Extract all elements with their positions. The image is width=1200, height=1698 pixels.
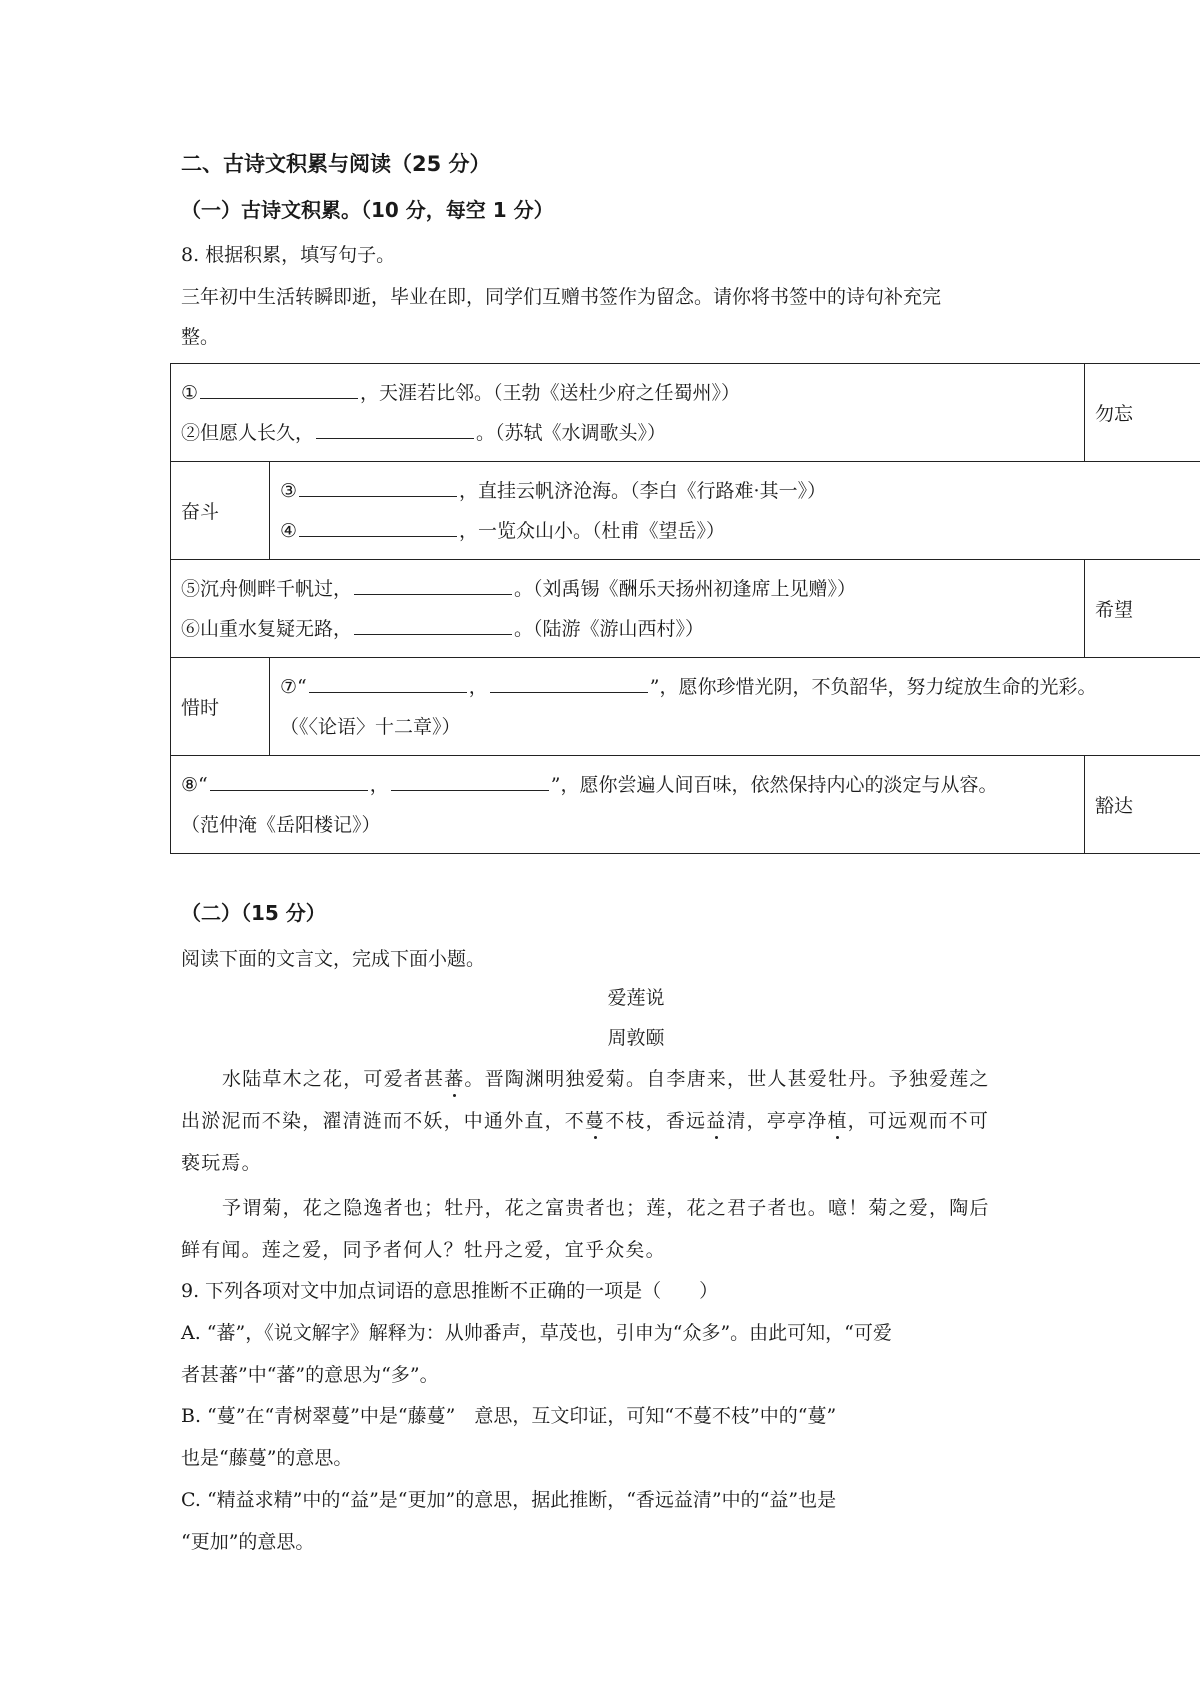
option-a-line1: A. “蕃”，《说文解字》解释为：从帅番声，草茂也，引申为“众多”。由此可知，“可爱 [181,1322,892,1344]
option-c-line2: “更加”的意思。 [181,1531,315,1553]
passage-p2-line2: 鲜有闻。莲之爱，同予者何人？牡丹之爱，宜乎众矣。 [181,1239,666,1261]
bookmark-5-label: 豁达 [1085,756,1200,854]
passage-p1-line1 [222,1064,990,1091]
bookmark-3-line2-prefix: ⑥山重水复疑无路， [181,617,353,640]
bookmark-5-line1-suffix: ”，愿你尝遍人间百味，依然保持内心的淡定与从容。 [550,773,998,796]
option-b-line2: 也是“藤蔓”的意思。 [181,1447,353,1469]
bookmark-4-content [270,658,1200,756]
passage-text: 。晋陶渊明独爱菊。自李唐来，世人甚爱牡丹。予独爱莲之 [464,1068,990,1090]
bookmark-row-2 [171,462,1200,560]
passage-text: 水陆草木之花，可爱者甚 [222,1068,445,1090]
bookmark-3-line1-prefix: ⑤沉舟侧畔千帆过， [181,577,353,600]
bookmark-4-source: （《〈论语〉十二章》） [280,715,461,738]
bookmark-4-line1-prefix: ⑦“ [280,675,307,698]
bookmark-2-content [270,462,1200,560]
bookmark-3-content [171,560,1085,658]
blank-4[interactable] [299,518,457,537]
bookmark-4-line1-suffix: ”，愿你珍惜光阴，不负韶华，努力绽放生命的光彩。 [649,675,1097,698]
bookmark-3-label: 希望 [1085,560,1200,658]
blank-5[interactable] [354,576,512,595]
bookmark-2-line2-suffix: ，一览众山小。（杜甫《望岳》） [459,519,726,542]
bookmark-5-source: （范仲淹《岳阳楼记》） [181,813,381,836]
passage-text: 不枝，香远 [605,1110,707,1132]
bookmark-1-line2-prefix: ②但愿人长久， [181,421,315,444]
bookmark-4-line1-comma: ， [468,675,488,698]
bookmark-row-5 [171,756,1200,854]
bookmark-5-line1-comma: ， [369,773,389,796]
section-title: 二、古诗文积累与阅读（25 分） [181,152,491,176]
passage-text: 清，亭亭净 [726,1110,828,1132]
passage-title: 爱莲说 [607,987,665,1009]
option-b-line1: B. “蔓”在“青树翠蔓”中是“藤蔓” 意思，互文印证，可知“不蔓不枝”中的“蔓” [181,1405,837,1427]
blank-7b[interactable] [490,674,648,693]
passage-author: 周敦颐 [607,1027,665,1049]
part2-instruction: 阅读下面的文言文，完成下面小题。 [181,948,486,970]
bookmark-2-label: 奋斗 [171,462,270,560]
bookmark-5-content [171,756,1085,854]
bookmark-3-line2-suffix: 。（陆游《游山西村》） [514,617,705,640]
part1-title: （一）古诗文积累。（10 分，每空 1 分） [181,198,554,222]
option-a-line2: 者甚蕃”中“蕃”的意思为“多”。 [181,1364,439,1386]
passage-p1-line2 [181,1106,989,1133]
blank-8a[interactable] [210,772,368,791]
bookmark-3-line1-suffix: 。（刘禹锡《酬乐天扬州初逢席上见赠》） [514,577,857,600]
blank-7a[interactable] [309,674,467,693]
blank-2[interactable] [316,420,474,439]
option-c-line1: C. “精益求精”中的“益”是“更加”的意思，据此推断，“香远益清”中的“益”也是 [181,1489,837,1511]
bookmark-row-4 [171,658,1200,756]
blank-8b[interactable] [391,772,549,791]
bookmark-row-3 [171,560,1200,658]
bookmark-1-label: 勿忘 [1085,364,1200,462]
question-9-stem: 9. 下列各项对文中加点词语的意思推断不正确的一项是（ ） [181,1280,719,1302]
bookmark-4-label: 惜时 [171,658,270,756]
blank-6[interactable] [354,616,512,635]
passage-text: 出淤泥而不染，濯清涟而不妖，中通外直，不 [181,1110,586,1132]
bookmark-table [170,363,1200,854]
passage-text: ，可远观而不可 [847,1110,990,1132]
bookmark-1-content [171,364,1085,462]
blank-3[interactable] [299,478,457,497]
passage-p1-line3: 亵玩焉。 [181,1152,262,1174]
bookmark-5-line1-prefix: ⑧“ [181,773,208,796]
dotted-word-yi: 益 [706,1110,727,1132]
bookmark-2-line1-prefix: ③ [280,479,298,502]
dotted-word-man: 蔓 [585,1110,606,1132]
bookmark-1-line1-prefix: ① [181,381,199,404]
question-8-stem: 8. 根据积累，填写句子。 [181,244,396,266]
blank-1[interactable] [200,380,358,399]
bookmark-2-line2-prefix: ④ [280,519,298,542]
bookmark-1-line2-suffix: 。（苏轼《水调歌头》） [476,421,667,444]
dotted-word-fan: 蕃 [444,1068,465,1090]
question-8-intro-line1: 三年初中生活转瞬即逝，毕业在即，同学们互赠书签作为留念。请你将书签中的诗句补充完 [181,286,942,308]
part2-title: （二）（15 分） [181,901,326,925]
bookmark-1-line1-suffix: ，天涯若比邻。（王勃《送杜少府之任蜀州》） [360,381,741,404]
bookmark-row-1 [171,364,1200,462]
dotted-word-zhi: 植 [827,1110,848,1132]
question-8-intro-line2: 整。 [181,326,220,348]
bookmark-2-line1-suffix: ，直挂云帆济沧海。（李白《行路难·其一》） [459,479,827,502]
passage-p2-line1: 予谓菊，花之隐逸者也；牡丹，花之富贵者也；莲，花之君子者也。噫！菊之爱，陶后 [222,1197,990,1219]
